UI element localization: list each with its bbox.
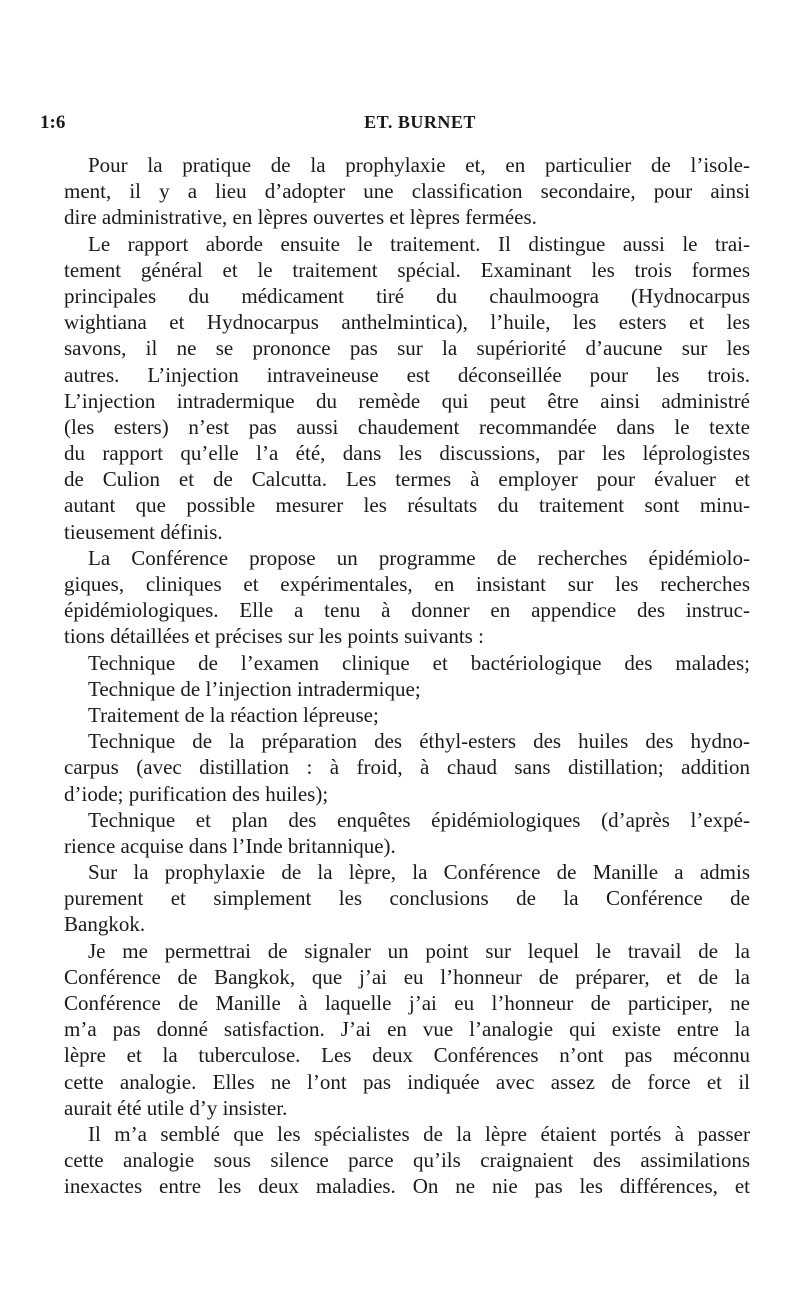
- text-line: épidémiologiques. Elle a tenu à donner en appendice des instruc-: [64, 598, 750, 623]
- body-text: [64, 152, 750, 1200]
- text-line: Technique et plan des enquêtes épidémiologiques (d’après l’expé-: [88, 807, 750, 832]
- text-line: Traitement de la réaction lépreuse;: [88, 702, 379, 727]
- text-line: L’injection intradermique du remède qui peut être ainsi administré: [64, 388, 750, 413]
- text-line: autant que possible mesurer les résultats du traitement sont minu-: [64, 493, 750, 518]
- running-head: ET. BURNET: [364, 112, 476, 132]
- text-line: cette analogie sous silence parce qu’ils craignaient des assimilations: [64, 1148, 750, 1173]
- text-line: La Conférence propose un programme de recherches épidémiolo-: [88, 545, 750, 570]
- text-line: (les esters) n’est pas aussi chaudement recommandée dans le texte: [64, 414, 750, 439]
- text-line: Bangkok.: [64, 912, 146, 937]
- page-number: 1:6: [40, 112, 66, 133]
- text-line: tieusement définis.: [64, 519, 223, 544]
- text-line: Il m’a semblé que les spécialistes de la lèpre étaient portés à passer: [88, 1121, 750, 1146]
- text-line: Conférence de Manille à laquelle j’ai eu l’honneur de participer, ne: [64, 991, 750, 1015]
- page-header: [40, 112, 760, 142]
- text-line: autres. L’injection intraveineuse est déconseillée pour les trois.: [64, 362, 750, 387]
- text-line: m’a pas donné satisfaction. J’ai en vue l’analogie qui existe entre la: [64, 1017, 750, 1042]
- text-line: wightiana et Hydnocarpus anthelmintica), l’huile, les esters et les: [64, 310, 750, 335]
- text-line: Technique de la préparation des éthyl-esters des huiles des hydno-: [88, 729, 750, 754]
- text-line: Conférence de Bangkok, que j’ai eu l’honneur de préparer, et de la: [64, 964, 750, 989]
- text-line: carpus (avec distillation : à froid, à chaud sans distillation; addition: [64, 755, 750, 780]
- text-line: de Culion et de Calcutta. Les termes à employer pour évaluer et: [64, 467, 750, 492]
- text-line: principales du médicament tiré du chaulmoogra (Hydnocarpus: [64, 283, 750, 308]
- text-line: tions détaillées et précises sur les points suivants :: [64, 624, 484, 649]
- text-line: Pour la pratique de la prophylaxie et, en particulier de l’isole-: [88, 153, 750, 177]
- text-line: purement et simplement les conclusions de la Conférence de: [64, 886, 750, 911]
- text-line: Je me permettrai de signaler un point sur lequel le travail de la: [88, 938, 750, 963]
- text-line: Technique de l’examen clinique et bactériologique des malades;: [88, 650, 750, 675]
- text-line: cette analogie. Elles ne l’ont pas indiquée avec assez de force et il: [64, 1069, 750, 1094]
- text-line: giques, cliniques et expérimentales, en insistant sur les recherches: [64, 572, 750, 596]
- text-line: du rapport qu’elle l’a été, dans les discussions, par les léprologistes: [64, 441, 750, 466]
- text-line: savons, il ne se prononce pas sur la supériorité d’aucune sur les: [64, 336, 750, 361]
- text-line: ment, il y a lieu d’adopter une classification secondaire, pour ainsi: [64, 179, 750, 204]
- text-line: tement général et le traitement spécial. Examinant les trois formes: [64, 257, 750, 282]
- text-line: rience acquise dans l’Inde britannique).: [64, 833, 396, 858]
- text-line: aurait été utile d’y insister.: [64, 1095, 288, 1120]
- text-line: Technique de l’injection intradermique;: [88, 676, 421, 701]
- text-line: inexactes entre les deux maladies. On ne nie pas les différences, et: [64, 1174, 750, 1199]
- text-line: lèpre et la tuberculose. Les deux Conférences n’ont pas méconnu: [64, 1043, 750, 1068]
- text-line: dire administrative, en lèpres ouvertes et lèpres fermées.: [64, 205, 537, 230]
- text-line: d’iode; purification des huiles);: [64, 781, 329, 806]
- text-line: Sur la prophylaxie de la lèpre, la Conférence de Manille a admis: [88, 860, 750, 885]
- text-line: Le rapport aborde ensuite le traitement. Il distingue aussi le trai-: [88, 231, 750, 256]
